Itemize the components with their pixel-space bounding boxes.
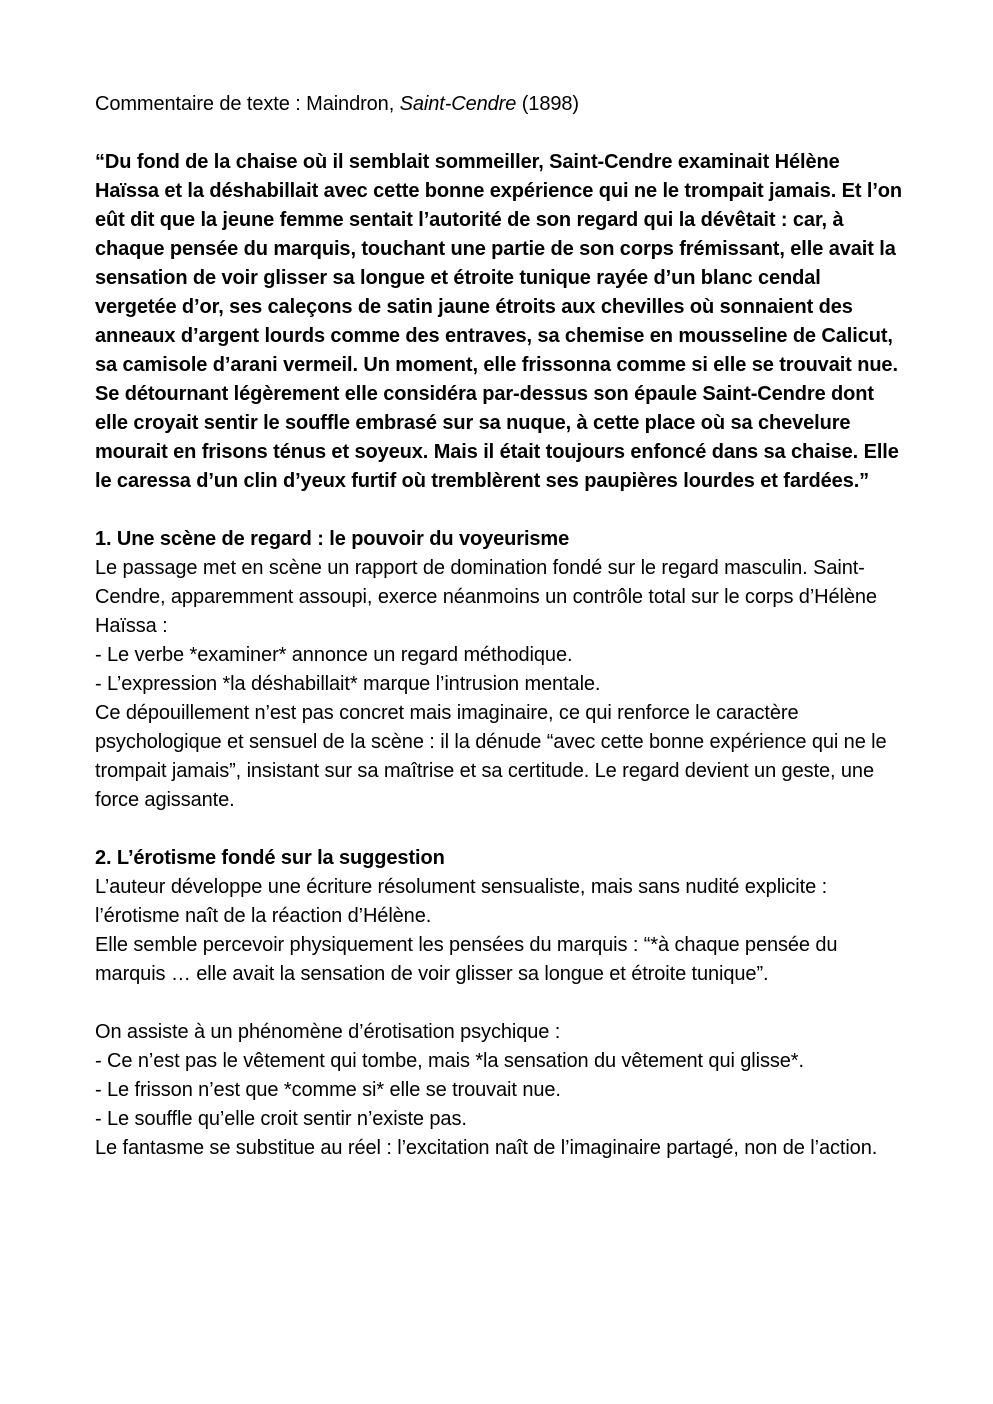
section-2-heading: 2. L’érotisme fondé sur la suggestion [95, 847, 445, 869]
section-1-paragraph: Ce dépouillement n’est pas concret mais imaginaire, ce qui renforce le caractère psychologique et sensuel de la scène : il la dénude “avec cette bonne expérience qui ne le trompait jamais”, insistant sur sa maîtrise et sa certitude. Le regard devient un geste, une force agissante. [95, 702, 887, 811]
title-work-name: Saint-Cendre [399, 93, 517, 115]
section-1-paragraph: Le passage met en scène un rapport de domination fondé sur le regard masculin. Saint-Cendre, apparemment assoupi, exerce néanmoins un contrôle total sur le corps d’Hélène Haïssa : [95, 557, 877, 637]
section-2-paragraph: Le fantasme se substitue au réel : l’excitation naît de l’imaginaire partagé, non de l’action. [95, 1137, 878, 1159]
section-2-paragraph: L’auteur développe une écriture résolument sensualiste, mais sans nudité explicite : l’érotisme naît de la réaction d’Hélène. [95, 876, 828, 927]
section-2-bullet: - Le souffle qu’elle croit sentir n’existe pas. [95, 1108, 467, 1130]
title-suffix: (1898) [516, 93, 579, 115]
section-1-heading: 1. Une scène de regard : le pouvoir du voyeurisme [95, 528, 570, 550]
section-1-bullet: - L’expression *la déshabillait* marque l’intrusion mentale. [95, 673, 601, 695]
document-title [95, 90, 903, 119]
section-2-bullet: - Ce n’est pas le vêtement qui tombe, mais *la sensation du vêtement qui glisse*. [95, 1050, 804, 1072]
section-1-bullet: - Le verbe *examiner* annonce un regard méthodique. [95, 644, 573, 666]
section-2-paragraph: On assiste à un phénomène d’érotisation psychique : [95, 1021, 561, 1043]
title-prefix: Commentaire de texte : Maindron, [95, 93, 400, 115]
quoted-passage: “Du fond de la chaise où il semblait sommeiller, Saint-Cendre examinait Hélène Haïssa et la déshabillait avec cette bonne expérience qui ne le trompait jamais. Et l’on eût dit que la jeune femme sentait l’autorité de son regard qui la dévêtait : car, à chaque pensée du marquis, touchant une partie de son corps frémissant, elle avait la sensation de voir glisser sa longue et étroite tunique rayée d’un blanc cendal vergetée d’or, ses caleçons de satin jaune étroits aux chevilles où sonnaient des anneaux d’argent lourds comme des entraves, sa chemise en mousseline de Calicut, sa camisole d’arani vermeil. Un moment, elle frissonna comme si elle se trouvait nue. Se détournant légèrement elle considéra par-dessus son épaule Saint-Cendre dont elle croyait sentir le souffle embrasé sur sa nuque, à cette place où sa chevelure mourait en frisons ténus et soyeux. Mais il était toujours enfoncé dans sa chaise. Elle le caressa d’un clin d’yeux furtif où tremblèrent ses paupières lourdes et fardées.” [95, 151, 903, 492]
section-2-paragraph: Elle semble percevoir physiquement les pensées du marquis : “*à chaque pensée du marquis … elle avait la sensation de voir glisser sa longue et étroite tunique”. [95, 934, 838, 985]
section-2-bullet: - Le frisson n’est que *comme si* elle se trouvait nue. [95, 1079, 561, 1101]
